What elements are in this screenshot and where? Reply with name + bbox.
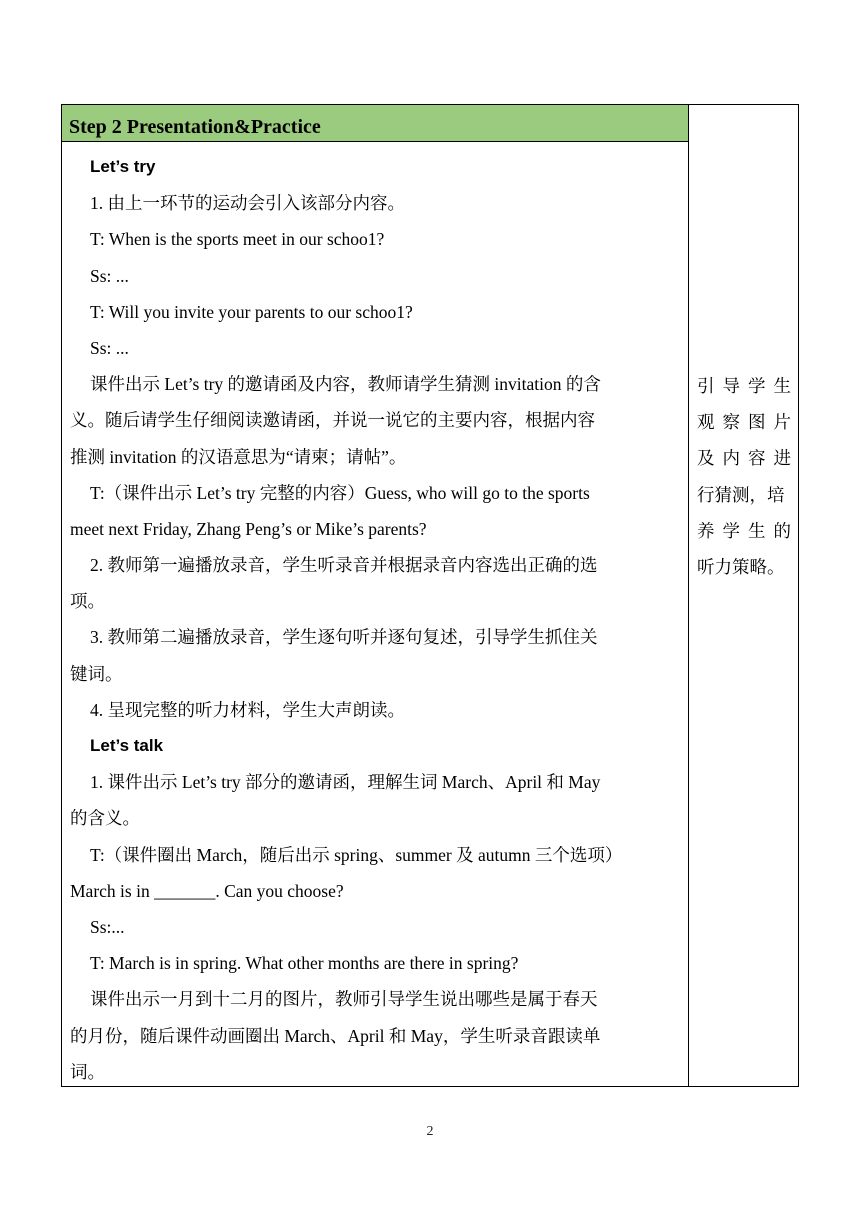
procedure-body (70, 149, 684, 1090)
design-intent-line: 听力策略。 (697, 556, 785, 577)
design-intent-line: 养 学 生 的 (697, 520, 791, 541)
text-line: 1. 课件出示 Let’s try 部分的邀请函，理解生词 March、April 和 May (90, 772, 601, 793)
design-intent-line: 观 察 图 片 (697, 412, 791, 433)
text-line: 的含义。 (70, 808, 140, 829)
text-line: 3. 教师第二遍播放录音，学生逐句听并逐句复述，引导学生抓住关 (90, 627, 598, 648)
text-line: T:（课件圈出 March，随后出示 spring、summer 及 autumn 三个选项） (90, 844, 623, 865)
text-line: 2. 教师第一遍播放录音，学生听录音并根据录音内容选出正确的选 (90, 555, 598, 576)
text-line: meet next Friday, Zhang Peng’s or Mike’s parents? (70, 518, 427, 539)
text-line: 课件出示 Let’s try 的邀请函及内容，教师请学生猜测 invitation 的含 (90, 374, 601, 395)
design-intent-line: 引 导 学 生 (697, 376, 791, 396)
text-line: 键词。 (70, 663, 123, 684)
text-line: 的月份，随后课件动画圈出 March、April 和 May，学生听录音跟读单 (70, 1025, 601, 1046)
section-heading: Let’s talk (90, 736, 164, 755)
text-line: Ss:... (90, 916, 125, 937)
text-line: 4. 呈现完整的听力材料，学生大声朗读。 (90, 699, 405, 720)
text-line: T:（课件出示 Let’s try 完整的内容）Guess, who will go to the sports (90, 482, 590, 503)
design-intent-line: 行猜测，培 (697, 484, 785, 505)
text-line: 推测 invitation 的汉语意思为“请柬；请帖”。 (70, 446, 407, 467)
lesson-table (61, 104, 799, 1087)
text-line: 词。 (70, 1061, 105, 1082)
design-intent-line: 及 内 容 进 (697, 448, 791, 469)
procedure-column (62, 105, 689, 1086)
section-heading: Let’s try (90, 157, 156, 176)
step-header (62, 105, 688, 142)
text-line: T: March is in spring. What other months are there in spring? (90, 953, 519, 974)
text-line: Ss: ... (90, 265, 129, 286)
text-line: 义。随后请学生仔细阅读邀请函，并说一说它的主要内容，根据内容 (70, 410, 595, 431)
text-line: T: Will you invite your parents to our schoo1? (90, 301, 413, 322)
text-line: Ss: ... (90, 337, 129, 358)
text-line: 课件出示一月到十二月的图片，教师引导学生说出哪些是属于春天 (90, 989, 598, 1010)
text-line: March is in _______. Can you choose? (70, 880, 344, 901)
text-line: 1. 由上一环节的运动会引入该部分内容。 (90, 193, 405, 214)
step-title: Step 2 Presentation&Practice (69, 116, 321, 138)
page-number: 2 (426, 1124, 434, 1139)
text-line: 项。 (70, 591, 105, 612)
design-intent-text (697, 368, 791, 585)
text-line: T: When is the sports meet in our schoo1? (90, 229, 385, 250)
design-intent-column (689, 105, 798, 1086)
